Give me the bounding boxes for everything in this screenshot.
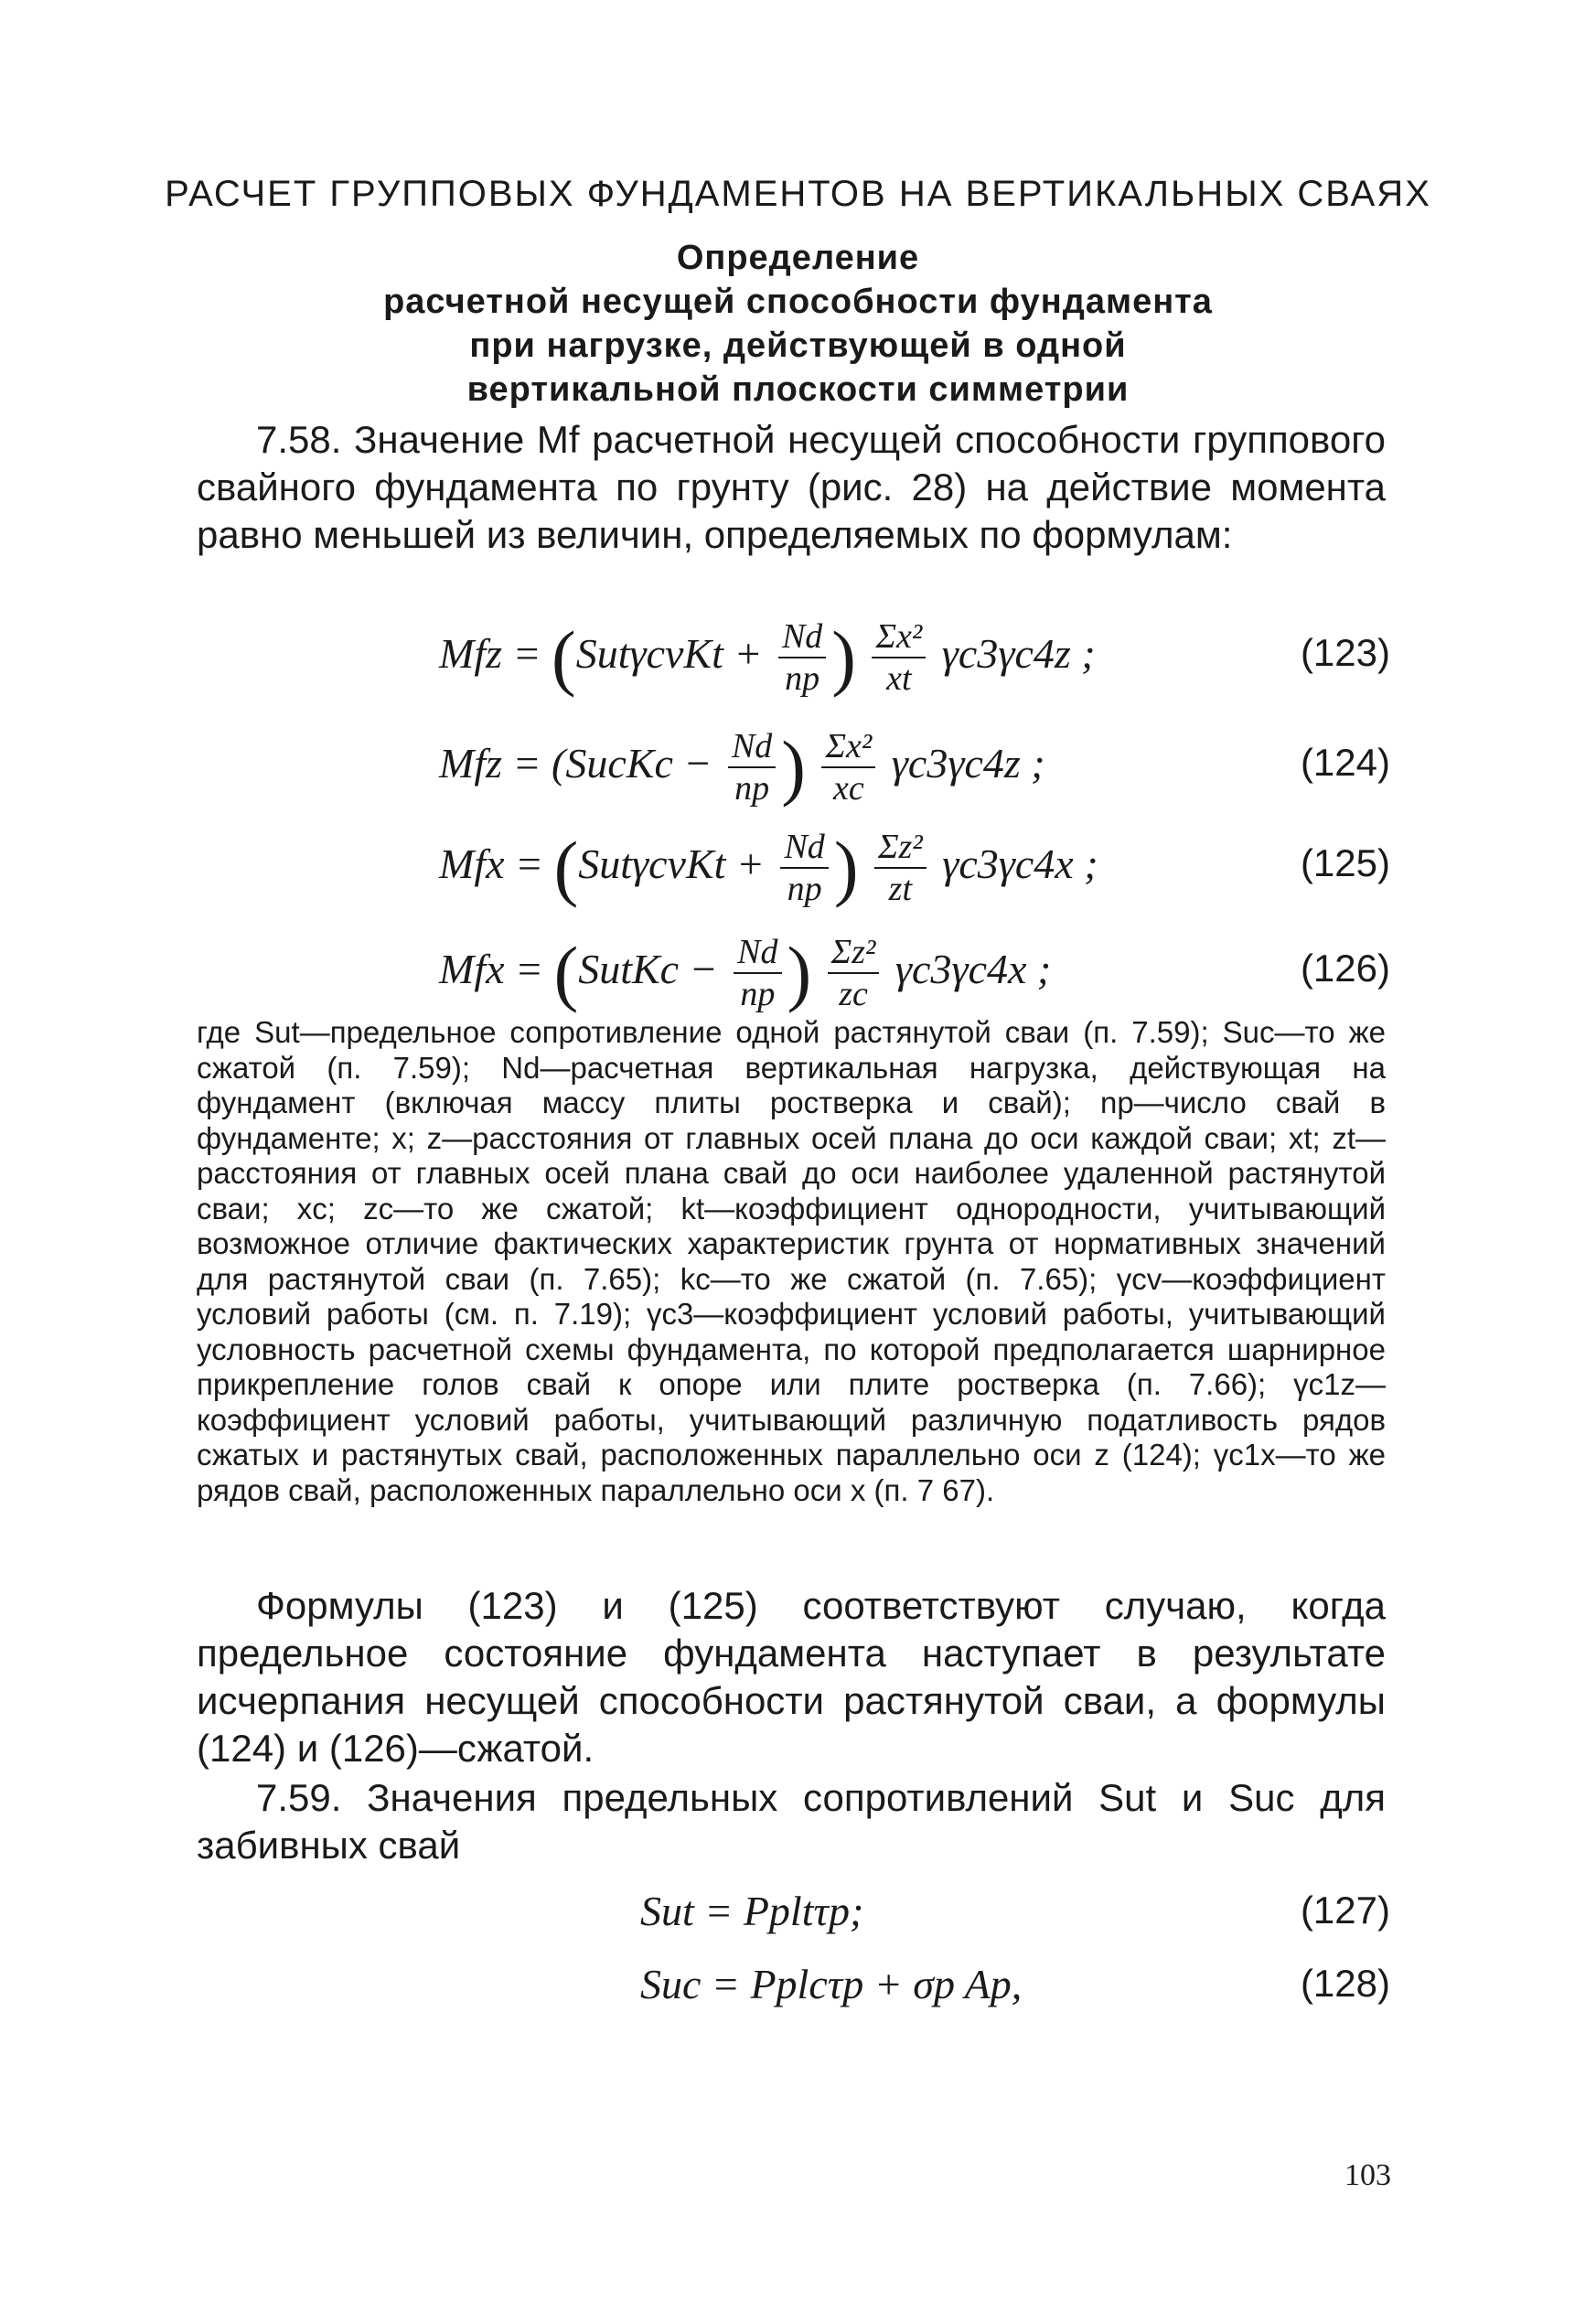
eq124-frac1: $\frac{Nd}{np}$ <box>728 726 776 808</box>
section-title-line-2: расчетной несущей способности фундамента <box>383 283 1213 321</box>
section-title-line-4: вертикальной плоскости симметрии <box>466 370 1130 409</box>
equation-127 <box>640 1879 1390 1943</box>
eq126-sign: − <box>689 946 718 992</box>
equation-number-126: (126) <box>1300 947 1390 990</box>
equation-128 <box>640 1953 1390 2017</box>
eq124-frac2: $\frac{\text{Σx²}}{xc}$ <box>821 726 875 808</box>
eq126-term1: SutKc <box>578 946 680 992</box>
eq125-term1: SutγcvKt <box>578 840 726 887</box>
equation-123-body: Mfz = (SutγcvKt + $\frac{Nd}{np}$ ) $\frac{\text{Σx²}}{xt}$ γc3γc4z ; <box>439 617 1096 699</box>
eq126-lhs: Mfx <box>439 946 505 992</box>
equation-127-body: Sut = Ppltτp; <box>640 1888 864 1934</box>
equation-number-128: (128) <box>1300 1962 1390 2005</box>
paragraph-7-58-text: 7.58. Значение Mf расчетной несущей способности группового свайного фундамента по грунту (рис. 28) на действие момента равно меньшей из величин, определяемых по формулам: <box>197 418 1386 556</box>
equation-124 <box>439 713 1390 814</box>
eq126-tail: γc3γc4x ; <box>894 946 1052 992</box>
eq125-lhs: Mfx <box>439 840 505 887</box>
section-title-line-3: при нагрузке, действующей в одной <box>469 326 1127 365</box>
eq124-tail: γc3γc4z ; <box>891 740 1045 787</box>
eq123-lhs: Mfz <box>439 630 502 677</box>
eq124-sign: − <box>683 740 712 787</box>
eq123-tail: γc3γc4z ; <box>941 630 1096 677</box>
eq124-lhs: Mfz <box>439 740 502 787</box>
equation-number-125: (125) <box>1300 841 1390 884</box>
equation-126 <box>439 919 1390 1020</box>
equation-number-124: (124) <box>1300 741 1390 784</box>
equation-123 <box>439 604 1390 704</box>
equation-number-123: (123) <box>1300 631 1390 674</box>
eq123-frac2: $\frac{\text{Σx²}}{xt}$ <box>872 616 926 699</box>
equation-125 <box>439 814 1390 915</box>
section-title-line-1: Определение <box>676 239 920 277</box>
paragraph-7-59 <box>197 1774 1386 1869</box>
equation-125-body: Mfx = (SutγcvKt + $\frac{Nd}{np}$ ) $\frac{\text{Σz²}}{zt}$ γc3γc4x ; <box>439 828 1098 909</box>
paragraph-7-58 <box>197 416 1386 559</box>
equation-number-127: (127) <box>1300 1889 1390 1932</box>
paragraph-7-59-text: 7.59. Значения предельных сопротивлений Sut и Suc для забивных свай <box>197 1776 1386 1867</box>
eq123-term1: SutγcvKt <box>575 630 723 677</box>
eq125-frac1: $\frac{Nd}{np}$ <box>780 827 828 909</box>
equation-128-body: Suc = Pplcτp + σp Ap, <box>640 1961 1023 2007</box>
eq123-frac1: $\frac{Nd}{np}$ <box>778 616 826 699</box>
running-header: РАСЧЕТ ГРУППОВЫХ ФУНДАМЕНТОВ НА ВЕРТИКАЛЬНЫХ СВАЯХ <box>165 174 1431 214</box>
eq125-tail: γc3γc4x ; <box>942 840 1098 887</box>
paragraph-formulas-text: Формулы (123) и (125) соответствуют случаю, когда предельное состояние фундамента наступает в результате исчерпания несущей способности растянутой сваи, а формулы (124) и (126)—сжатой. <box>197 1584 1386 1770</box>
equation-126-body: Mfx = (SutKc − $\frac{Nd}{np}$ ) $\frac{\text{Σz²}}{zc}$ γc3γc4x ; <box>439 933 1052 1014</box>
section-title <box>0 236 1596 412</box>
notation-notes: где Sut—предельное сопротивление одной растянутой сваи (п. 7.59); Suc—то же сжатой (п. 7.59); Nd—расчетная вертикальная нагрузка, действующая на фундамент (включая массу плиты ростверка и свай); np—число свай в фундаменте; x; z—расстояния от главных осей плана до оси каждой сваи; xt; zt—расстояния от главных осей плана свай до оси наиболее удаленной растянутой сваи; xc; zc—то же сжатой; kt—коэффициент однородности, учитывающий возможное отличие фактических характеристик грунта от нормативных значений для растянутой сваи (п. 7.65); kc—то же сжатой (п. 7.65); γcv—коэффициент условий работы (см. п. 7.19); γc3—коэффициент условий работы, учитывающий условность расчетной схемы фундамента, по которой предполагается шарнирное прикрепление голов свай к опоре или плите ростверка (п. 7.66); γc1z—коэффициент условий работы, учитывающий различную податливость рядов сжатых и растянутых свай, расположенных параллельно оси z (124); γc1x—то же рядов свай, расположенных параллельно оси x (п. 7 67). <box>197 1015 1386 1507</box>
eq125-frac2: $\frac{\text{Σz²}}{zt}$ <box>874 827 927 909</box>
paragraph-formulas <box>197 1582 1386 1772</box>
eq126-frac2: $\frac{\text{Σz²}}{zc}$ <box>828 932 880 1014</box>
equation-124-body: Mfz = (SucKc − $\frac{Nd}{np}$ ) $\frac{\text{Σx²}}{xc}$ γc3γc4z ; <box>439 727 1045 808</box>
page-number: 103 <box>1344 2158 1391 2192</box>
eq125-sign: + <box>735 840 765 887</box>
eq124-term1: (SucKc <box>552 740 673 787</box>
eq126-frac1: $\frac{Nd}{np}$ <box>734 932 781 1014</box>
eq123-sign: + <box>734 630 763 677</box>
